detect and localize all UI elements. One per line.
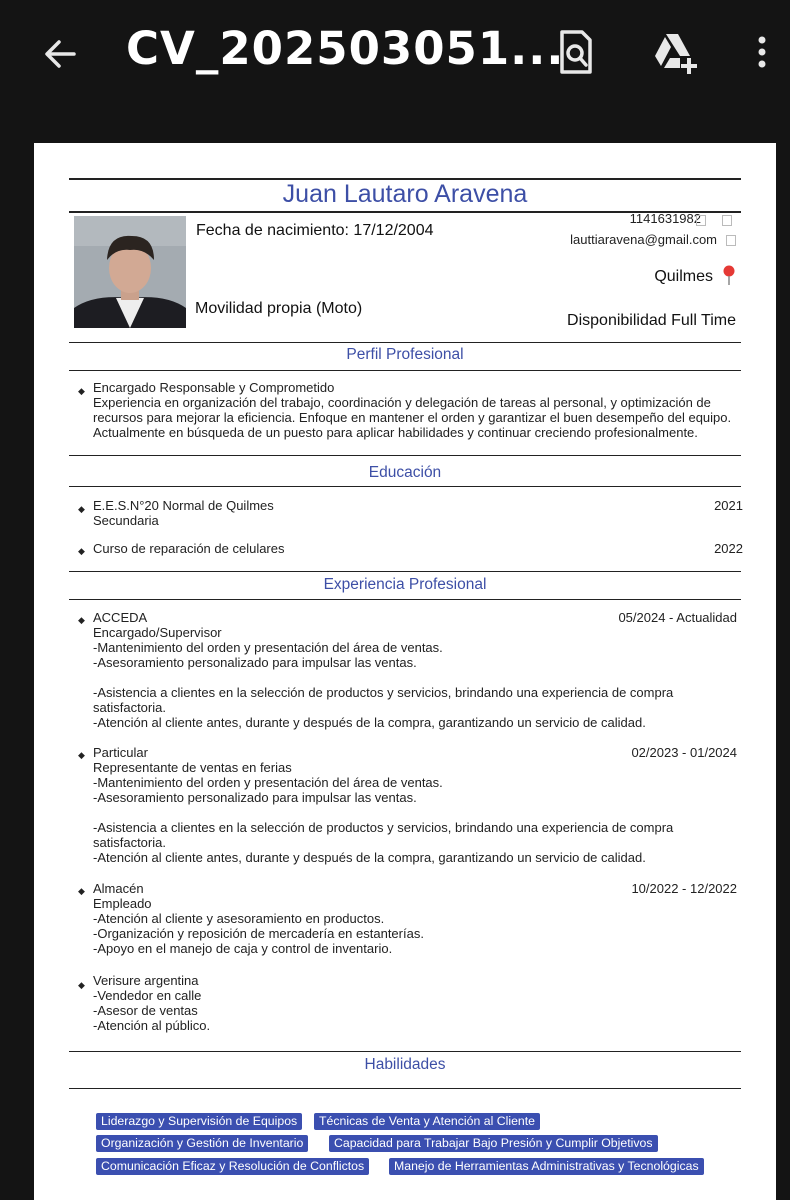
skill-chip: Organización y Gestión de Inventario <box>96 1135 308 1152</box>
divider <box>69 571 741 572</box>
candidate-name: Juan Lautaro Aravena <box>282 180 528 208</box>
email: lauttiaravena@gmail.com <box>570 232 717 247</box>
profile-photo <box>74 216 186 328</box>
section-title-experiencia: Experiencia Profesional <box>323 576 487 593</box>
email-icon <box>726 235 736 246</box>
perfil-line: Encargado Responsable y Comprometido <box>93 380 335 395</box>
perfil-line: recursos para mejorar la eficiencia. Enfoque en mantener el orden y garantizar el buen desempeño del equipo. <box>93 410 732 425</box>
divider <box>69 1051 741 1052</box>
experience-line: -Atención al público. <box>93 1018 211 1033</box>
drive-add-icon[interactable] <box>652 28 698 76</box>
experience-company: Almacén <box>93 881 144 896</box>
section-title-perfil: Perfil Profesional <box>346 346 464 363</box>
section-title-habilidades: Habilidades <box>364 1056 446 1073</box>
bullet-icon: ◆ <box>78 386 85 396</box>
education-year: 2021 <box>714 498 743 513</box>
cv-page <box>34 143 776 1200</box>
experience-company: ACCEDA <box>93 610 148 625</box>
section-title-educacion: Educación <box>368 464 442 481</box>
education-item <box>93 498 274 528</box>
phone-number: 1141631982 <box>629 211 701 226</box>
education-year: 2022 <box>714 541 743 556</box>
whatsapp-icon <box>722 215 732 226</box>
experience-item <box>93 610 673 730</box>
top-app-bar <box>0 0 790 110</box>
experience-dates: 10/2022 - 12/2022 <box>631 881 737 896</box>
experience-item <box>93 973 210 1033</box>
experience-line: -Atención al cliente y asesoramiento en productos. <box>93 911 385 926</box>
skill-chip: Comunicación Eficaz y Resolución de Conflictos <box>96 1158 369 1175</box>
experience-line: -Mantenimiento del orden y presentación del área de ventas. <box>93 775 443 790</box>
spacer <box>93 670 673 685</box>
experience-line: satisfactoria. <box>93 700 166 715</box>
education-level: Secundaria <box>93 513 159 528</box>
experience-line: satisfactoria. <box>93 835 166 850</box>
experience-line: -Asistencia a clientes en la selección de productos y servicios, brindando una experiencia de compra <box>93 685 674 700</box>
experience-line: -Atención al cliente antes, durante y después de la compra, garantizando un servicio de calidad. <box>93 715 646 730</box>
experience-line: Empleado <box>93 896 152 911</box>
divider <box>69 342 741 343</box>
bullet-icon: ◆ <box>78 750 85 760</box>
perfil-block <box>93 380 731 440</box>
experience-line: -Asesoramiento personalizado para impulsar las ventas. <box>93 655 417 670</box>
document-search-icon[interactable] <box>556 28 596 76</box>
location-pin-icon <box>722 265 736 285</box>
skill-chip: Capacidad para Trabajar Bajo Presión y Cumplir Objetivos <box>329 1135 658 1152</box>
experience-line: Representante de ventas en ferias <box>93 760 292 775</box>
experience-line: -Organización y reposición de mercadería en estanterías. <box>93 926 424 941</box>
education-item <box>93 541 285 556</box>
mobility: Movilidad propia (Moto) <box>195 300 363 317</box>
bullet-icon: ◆ <box>78 504 85 514</box>
bullet-icon: ◆ <box>78 546 85 556</box>
perfil-line: Actualmente en búsqueda de un puesto para aplicar habilidades y continuar creciendo profesionalmente. <box>93 425 698 440</box>
city: Quilmes <box>654 268 713 285</box>
experience-line: -Vendedor en calle <box>93 988 202 1003</box>
skill-chip: Manejo de Herramientas Administrativas y Tecnológicas <box>389 1158 704 1175</box>
experience-company: Verisure argentina <box>93 973 199 988</box>
experience-line: -Asesor de ventas <box>93 1003 198 1018</box>
divider <box>69 455 741 456</box>
availability: Disponibilidad Full Time <box>567 312 736 329</box>
divider <box>69 599 741 600</box>
bullet-icon: ◆ <box>78 980 85 990</box>
experience-line: -Asistencia a clientes en la selección de productos y servicios, brindando una experiencia de compra <box>93 820 674 835</box>
experience-line: -Atención al cliente antes, durante y después de la compra, garantizando un servicio de calidad. <box>93 850 646 865</box>
divider <box>69 1088 741 1089</box>
phone <box>630 211 701 226</box>
bullet-icon: ◆ <box>78 886 85 896</box>
more-vert-icon[interactable] <box>750 28 774 76</box>
experience-dates: 02/2023 - 01/2024 <box>631 745 737 760</box>
phone-icon <box>696 215 706 226</box>
experience-item <box>93 745 673 865</box>
bullet-icon: ◆ <box>78 615 85 625</box>
experience-line: -Mantenimiento del orden y presentación del área de ventas. <box>93 640 443 655</box>
experience-dates: 05/2024 - Actualidad <box>618 610 737 625</box>
arrow-left-icon[interactable] <box>40 34 80 74</box>
experience-line: -Asesoramiento personalizado para impulsar las ventas. <box>93 790 417 805</box>
skill-chip: Liderazgo y Supervisión de Equipos <box>96 1113 302 1130</box>
experience-line: -Apoyo en el manejo de caja y control de inventario. <box>93 941 393 956</box>
divider <box>69 486 741 487</box>
education-title: Curso de reparación de celulares <box>93 541 285 556</box>
birth-date: Fecha de nacimiento: 17/12/2004 <box>196 222 434 239</box>
education-title: E.E.S.N°20 Normal de Quilmes <box>93 498 274 513</box>
spacer <box>93 805 673 820</box>
document-title: CV_202503051... <box>126 22 565 75</box>
skill-chip: Técnicas de Venta y Atención al Cliente <box>314 1113 540 1130</box>
divider <box>69 370 741 371</box>
experience-company: Particular <box>93 745 148 760</box>
experience-item <box>93 881 424 956</box>
experience-line: Encargado/Supervisor <box>93 625 222 640</box>
perfil-line: Experiencia en organización del trabajo, coordinación y delegación de tareas al personal, y optimización de <box>93 395 711 410</box>
